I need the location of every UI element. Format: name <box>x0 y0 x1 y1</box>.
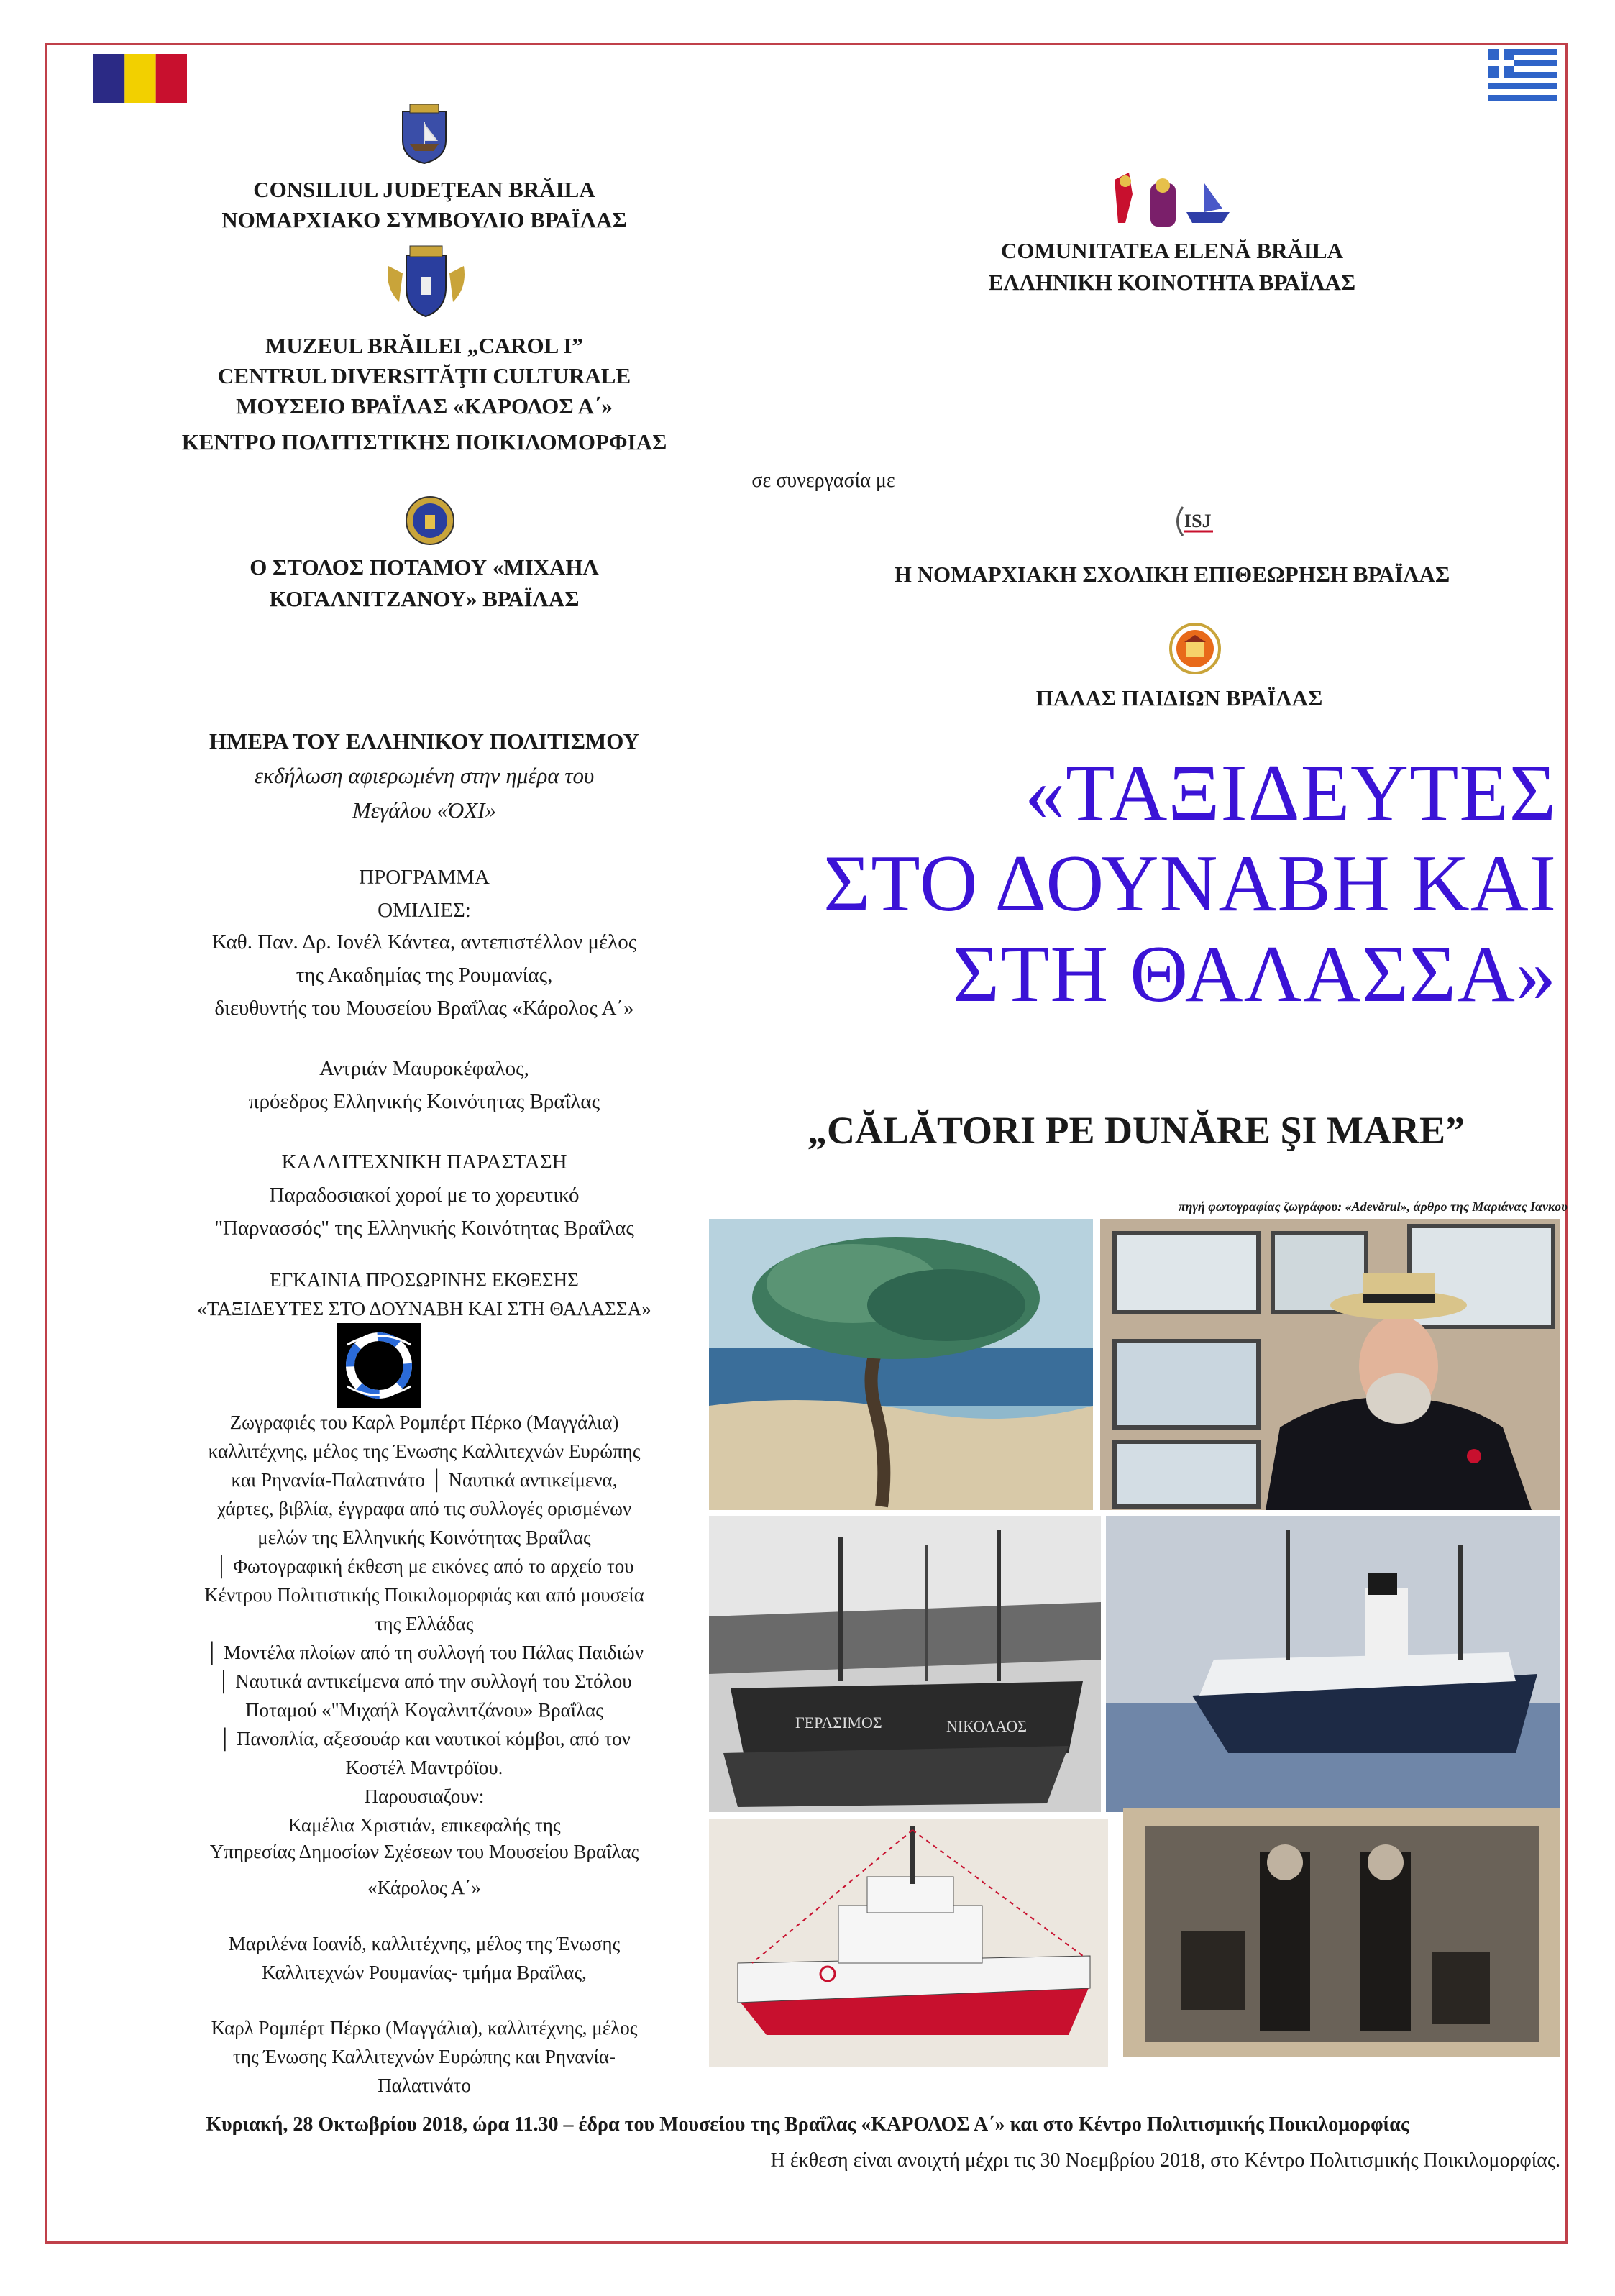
exhibition-description-line: Παρουσιαζουν: <box>364 1785 485 1807</box>
exhibition-description-line: Καμέλια Χριστιάν, επικεφαλής της <box>288 1814 561 1836</box>
greek-flag <box>1488 49 1557 101</box>
speaker-1-line-3: διευθυντής του Μουσείου Βραΐλας «Κάρολος Α΄» <box>214 997 634 1020</box>
museum-name-3: ΜΟΥΣΕΙΟ ΒΡΑΪΛΑΣ «ΚΑΡΟΛΟΣ Α΄» <box>236 393 613 419</box>
footer-line-1: Κυριακή, 28 Οκτωβρίου 2018, ώρα 11.30 – έδρα του Μουσείου της Βραΐλας «ΚΑΡΟΛΟΣ Α΄» και στο Κέντρο Πολιτισμικής Ποικιλομορφίας <box>206 2113 1409 2136</box>
isj-logo-text: ISJ <box>1184 511 1212 531</box>
lifebuoy-logo-icon <box>337 1323 421 1408</box>
performance-line-2: "Παρνασσός" της Ελληνικής Κοινότητας Βραΐλας <box>214 1217 634 1240</box>
photo-credit: πηγή φωτογραφίας ζωγράφου: «Adevărul», άρθρο της Μαριάνας Ιανκου <box>1178 1199 1568 1214</box>
program-heading: ΠΡΟΓΡΑΜΜΑ <box>359 866 490 889</box>
county-council-gr: ΝΟΜΑΡΧΙΑΚΟ ΣΥΜΒΟΥΛΙΟ ΒΡΑΪΛΑΣ <box>221 207 627 232</box>
speeches-heading: ΟΜΙΛΙΕΣ: <box>378 899 471 922</box>
exhibition-description-line: Κέντρου Πολιτιστικής Ποικιλομορφιάς και από μουσεία <box>204 1584 644 1606</box>
exhibition-heading-1: ΕΓΚΑΙΝΙΑ ΠΡΟΣΩΡΙΝΗΣ ΕΚΘΕΣΗΣ <box>270 1269 579 1291</box>
museum-name-4: ΚΕΝΤΡΟ ΠΟΛΙΤΙΣΤΙΚΗΣ ΠΟΙΚΙΛΟΜΟΡΦΙΑΣ <box>181 429 667 454</box>
artist-2-line-1: Καρλ Ρομπέρτ Πέρκο (Μαγγάλια), καλλιτέχνης, μέλος <box>211 2017 638 2039</box>
river-fleet-1: Ο ΣΤΟΛΟΣ ΠΟΤΑΜΟΥ «ΜΙΧΑΗΛ <box>250 554 599 580</box>
exhibition-description-line: μελών της Ελληνικής Κοινότητας Βραΐλας <box>257 1527 591 1548</box>
county-council-ro: CONSILIUL JUDEŢEAN BRĂILA <box>253 177 595 202</box>
exhibition-title-line-3: ΣΤΗ ΘΑΛΑΣΣΑ» <box>952 930 1557 1019</box>
artist-1-line-1: Μαριλένα Ιοανίδ, καλλιτέχνης, μέλος της Ένωσης <box>228 1933 621 1954</box>
sailors-photo <box>1123 1808 1560 2057</box>
speaker-2-line-1: Αντριάν Μαυροκέφαλος, <box>319 1057 529 1080</box>
river-fleet-2: ΚΟΓΑΛΝΙΤΖΑΝΟΥ» ΒΡΑΪΛΑΣ <box>269 586 580 611</box>
children-palace: ΠΑΛΑΣ ΠΑΙΔΙΩΝ ΒΡΑΪΛΑΣ <box>1035 685 1323 710</box>
artist-2-line-2: της Ένωσης Καλλιτεχνών Ευρώπης και Ρηνανία- <box>232 2046 616 2067</box>
romanian-flag <box>93 54 187 103</box>
performance-heading: ΚΑΛΛΙΤΕΧΝΙΚΗ ΠΑΡΑΣΤΑΣΗ <box>281 1151 567 1174</box>
children-palace-logo-icon <box>1168 622 1222 676</box>
boat-name-label-2: ΝΙΚΟΛΑΟΣ <box>946 1717 1028 1735</box>
exhibition-description-line: Ζωγραφιές του Καρλ Ρομπέρτ Πέρκο (Μαγγάλια) <box>229 1412 619 1433</box>
tree-painting-photo <box>709 1219 1093 1510</box>
ship-model-photo <box>709 1819 1108 2067</box>
isj-logo-icon <box>1168 500 1219 543</box>
greek-community-emblem-icon <box>1107 173 1233 230</box>
boat-name-label: ΓΕΡΑΣΙΜΟΣ <box>795 1714 882 1732</box>
cargo-ship-painting-photo <box>1106 1516 1560 1812</box>
museum-name-2: CENTRUL DIVERSITĂŢII CULTURALE <box>217 363 631 388</box>
school-inspectorate: Η ΝΟΜΑΡΧΙΑΚΗ ΣΧΟΛΙΚΗ ΕΠΙΘΕΩΡΗΣΗ ΒΡΑΪΛΑΣ <box>894 562 1450 587</box>
exhibition-description-line: καλλιτέχνης, μέλος της Ένωσης Καλλιτεχνών Ευρώπης <box>208 1440 641 1462</box>
pr-line-2: «Κάρολος Α΄» <box>367 1877 481 1898</box>
exhibition-description-line: και Ρηνανία-Παλατινάτο │ Ναυτικά αντικείμενα, <box>231 1469 618 1491</box>
museum-name-1: MUZEUL BRĂILEI „CAROL I” <box>265 333 583 358</box>
exhibition-description-line: Κοστέλ Μαντρόϊου. <box>345 1757 503 1778</box>
speaker-2-line-2: πρόεδρος Ελληνικής Κοινότητας Βραΐλας <box>248 1090 600 1113</box>
performance-line-1: Παραδοσιακοί χοροί με το χορευτικό <box>269 1184 580 1207</box>
river-fleet-emblem-icon <box>405 495 455 546</box>
exhibition-description-line: │ Φωτογραφική έκθεση με εικόνες από το αρχείο του <box>214 1555 634 1577</box>
speaker-1-line-2: της Ακαδημίας της Ρουμανίας, <box>296 964 553 987</box>
culture-day: ΗΜΕΡΑ ΤΟΥ ΕΛΛΗΝΙΚΟΥ ΠΟΛΙΤΙΣΜΟΥ <box>209 728 639 754</box>
county-coat-of-arms-icon <box>399 104 449 165</box>
artist-1-line-2: Καλλιτεχνών Ρουμανίας- τμήμα Βραΐλας, <box>262 1962 587 1983</box>
painter-portrait-photo <box>1100 1219 1560 1510</box>
exhibition-title-line-2: ΣΤΟ ΔΟΥΝΑΒΗ ΚΑΙ <box>823 839 1557 928</box>
historic-boats-photo <box>709 1516 1101 1812</box>
exhibition-description <box>79 1408 769 1839</box>
cooperation-text: σε συνεργασία με <box>751 470 895 492</box>
artist-2-line-3: Παλατινάτο <box>378 2075 471 2096</box>
exhibition-title-line-1: «ΤΑΞΙΔΕΥΤΕΣ <box>1025 749 1557 838</box>
community-gr: ΕΛΛΗΝΙΚΗ ΚΟΙΝΟΤΗΤΑ ΒΡΑΪΛΑΣ <box>988 270 1356 295</box>
romanian-title: „CĂLĂTORI PE DUNĂRE ŞI MARE” <box>807 1109 1465 1152</box>
footer-line-2: Η έκθεση είναι ανοιχτή μέχρι τις 30 Νοεμβρίου 2018, στο Κέντρο Πολιτισμικής Ποικιλομορφίας. <box>770 2149 1560 2172</box>
dedication-1: εκδήλωση αφιερωμένη στην ημέρα του <box>254 763 595 788</box>
exhibition-description-line: │ Πανοπλία, αξεσουάρ και ναυτικοί κόμβοι, από τον <box>218 1728 631 1750</box>
dedication-2: Μεγάλου «ΌΧΙ» <box>352 797 497 823</box>
exhibition-heading-2: «ΤΑΞΙΔΕΥΤΕΣ ΣΤΟ ΔΟΥΝΑΒΗ ΚΑΙ ΣΤΗ ΘΑΛΑΣΣΑ» <box>197 1298 651 1319</box>
community-ro: COMUNITATEA ELENĂ BRĂILA <box>1001 238 1343 263</box>
exhibition-description-line: │ Ναυτικά αντικείμενα από την συλλογή του Στόλου <box>216 1670 632 1692</box>
speaker-1-line-1: Καθ. Παν. Δρ. Ιονέλ Κάντεα, αντεπιστέλλον μέλος <box>211 930 637 953</box>
pr-line-1: Υπηρεσίας Δημοσίων Σχέσεων του Μουσείου Βραΐλας <box>209 1841 639 1862</box>
museum-coat-of-arms-icon <box>381 244 471 320</box>
exhibition-description-line: χάρτες, βιβλία, έγγραφα από τις συλλογές ορισμένων <box>216 1498 632 1519</box>
exhibition-description-line: Ποταμού «"Μιχαήλ Κογαλνιτζάνου» Βραΐλας <box>245 1699 603 1721</box>
exhibition-description-line: │ Μοντέλα πλοίων από τη συλλογή του Πάλας Παιδιών <box>205 1642 644 1663</box>
exhibition-description-line: της Ελλάδας <box>375 1613 474 1634</box>
